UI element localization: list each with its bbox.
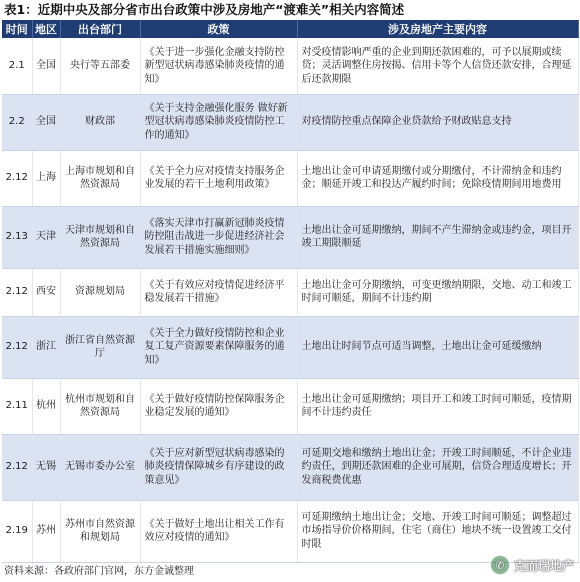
cell-content: 对疫情防控重点保障企业贷款给予财政贴息支持 bbox=[297, 94, 578, 150]
cell-content: 对受疫情影响严重的企业到期还款困难的，可予以展期或续贷；灵活调整住房按揭、信用卡等个人信贷还款安排，合理延后还款期限 bbox=[297, 38, 578, 94]
cell-date: 2.2 bbox=[2, 94, 32, 150]
cell-date: 2.19 bbox=[2, 500, 32, 562]
cell-dept: 浙江省自然资源厅 bbox=[60, 316, 140, 378]
cell-region: 苏州 bbox=[32, 500, 60, 562]
cell-region: 天津 bbox=[32, 206, 60, 268]
watermark bbox=[490, 552, 574, 578]
watermark-text: 克而瑞地产 bbox=[513, 558, 574, 573]
cell-dept: 无锡市委办公室 bbox=[60, 434, 140, 500]
cell-region: 无锡 bbox=[32, 434, 60, 500]
source-note: 资料来源：各政府部门官网，东方金诚整理 bbox=[4, 566, 194, 577]
header-policy: 政策 bbox=[140, 20, 297, 38]
cell-content: 土地出让金可分期缴纳，可变更缴纳期限，交地、动工和竣工时间可顺延，期间不计违约期 bbox=[297, 268, 578, 316]
cell-policy: 《关于支持金融强化服务 做好新型冠状病毒感染肺炎疫情防控工作的通知》 bbox=[140, 94, 297, 150]
cell-date: 2.12 bbox=[2, 316, 32, 378]
cell-region: 杭州 bbox=[32, 378, 60, 434]
cell-date: 2.1 bbox=[2, 38, 32, 94]
cell-date: 2.12 bbox=[2, 150, 32, 206]
wechat-logo-icon: ✆ bbox=[490, 555, 510, 575]
cell-content: 土地出让时间节点可适当调整，土地出让金可延缓缴纳 bbox=[297, 316, 578, 378]
cell-dept: 苏州市自然资源和规划局 bbox=[60, 500, 140, 562]
cell-date: 2.11 bbox=[2, 378, 32, 434]
header-date: 时间 bbox=[2, 20, 32, 38]
cell-dept: 上海市规划和自然资源局 bbox=[60, 150, 140, 206]
header-dept: 出台部门 bbox=[60, 20, 140, 38]
cell-content: 土地出让金可申请延期缴付或分期缴付，不计滞纳金和违约金；顺延开竣工和投达产履约时间；免除疫情期间用地费用 bbox=[297, 150, 578, 206]
table-row bbox=[2, 206, 578, 268]
table-row bbox=[2, 268, 578, 316]
cell-region: 全国 bbox=[32, 94, 60, 150]
table-header-row bbox=[2, 20, 578, 38]
cell-date: 2.12 bbox=[2, 268, 32, 316]
cell-dept: 资源规划局 bbox=[60, 268, 140, 316]
cell-policy: 《关于应对新型冠状病毒感染的肺炎疫情保障城乡有序建设的政策意见》 bbox=[140, 434, 297, 500]
policy-table bbox=[2, 20, 579, 563]
cell-content: 土地出让金可延期缴纳；项目开工和竣工时间可顺延，疫情期间不计违约责任 bbox=[297, 378, 578, 434]
cell-date: 2.13 bbox=[2, 206, 32, 268]
cell-policy: 《落实天津市打赢新冠肺炎疫情防控阻击战进一步促进经济社会发展若干措施实施细则》 bbox=[140, 206, 297, 268]
cell-dept: 财政部 bbox=[60, 94, 140, 150]
cell-dept: 央行等五部委 bbox=[60, 38, 140, 94]
cell-policy: 《关于做好疫情防控保障服务企业稳定发展的通知》 bbox=[140, 378, 297, 434]
cell-region: 浙江 bbox=[32, 316, 60, 378]
cell-policy: 《关于全力应对疫情支持服务企业发展的若干土地利用政策》 bbox=[140, 150, 297, 206]
cell-content: 可延期交地和缴纳土地出让金；开竣工时间顺延，不计企业违约责任，到期还款困难的企业可展期，信贷合理适度增长；开发商税费优惠 bbox=[297, 434, 578, 500]
cell-dept: 杭州市规划和自然资源局 bbox=[60, 378, 140, 434]
header-content: 涉及房地产主要内容 bbox=[297, 20, 578, 38]
table-title: 表1：近期中央及部分省市出台政策中涉及房地产“渡难关”相关内容简述 bbox=[4, 2, 405, 17]
cell-region: 全国 bbox=[32, 38, 60, 94]
cell-content: 可延期缴纳土地出让金；交地、开竣工时间可顺延；调整超过市场指导价价格期间，住宅（商住）地块不统一设置竣工交付时限 bbox=[297, 500, 578, 562]
table-row bbox=[2, 94, 578, 150]
cell-content: 土地出让金可延期缴纳，期间不产生滞纳金或违约金，项目开竣工期限顺延 bbox=[297, 206, 578, 268]
table-row bbox=[2, 150, 578, 206]
table-row bbox=[2, 316, 578, 378]
cell-policy: 《关于进一步强化金融支持防控新型冠状病毒感染肺炎疫情的通知》 bbox=[140, 38, 297, 94]
header-region: 地区 bbox=[32, 20, 60, 38]
table-row bbox=[2, 378, 578, 434]
table-row bbox=[2, 38, 578, 94]
table-row bbox=[2, 434, 578, 500]
cell-policy: 《关于做好土地出让相关工作有效应对疫情的通知》 bbox=[140, 500, 297, 562]
cell-date: 2.12 bbox=[2, 434, 32, 500]
cell-region: 上海 bbox=[32, 150, 60, 206]
cell-dept: 天津市规划和自然资源局 bbox=[60, 206, 140, 268]
cell-policy: 《关于全力做好疫情防控和企业复工复产资源要素保障服务的通知》 bbox=[140, 316, 297, 378]
cell-region: 西安 bbox=[32, 268, 60, 316]
cell-policy: 《关于有效应对疫情促进经济平稳发展若干措施》 bbox=[140, 268, 297, 316]
